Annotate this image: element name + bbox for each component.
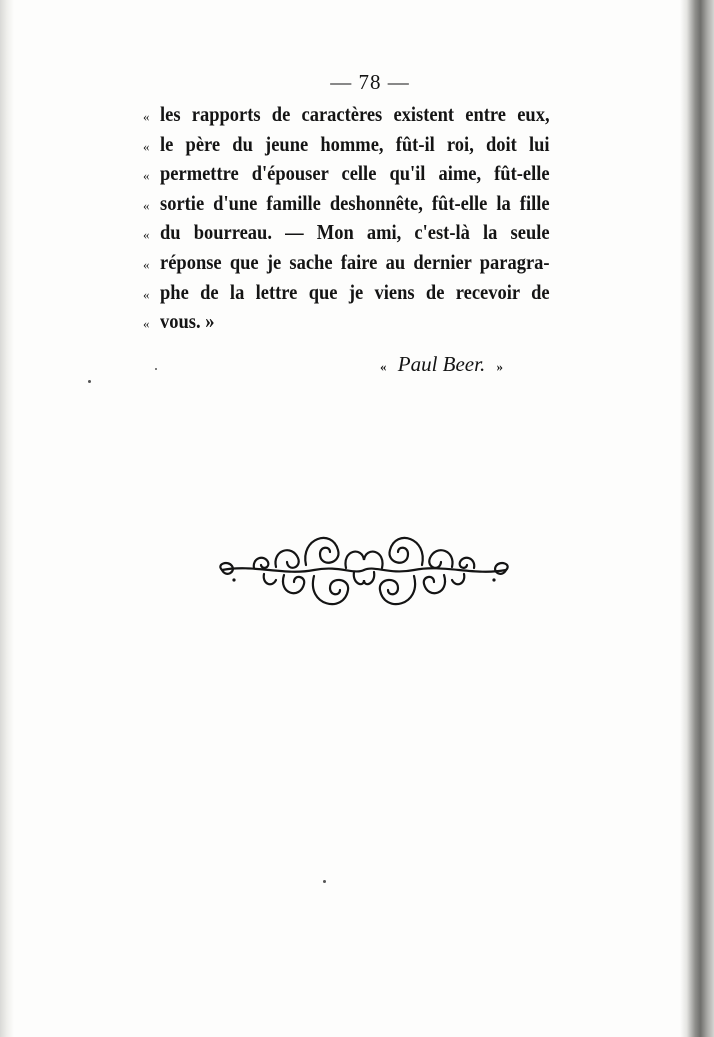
text-line <box>143 159 613 189</box>
line-text: les rapports de caractères existent entre eux, <box>160 102 550 126</box>
signature-close-quote: » <box>496 359 503 374</box>
line-quote-mark: « <box>143 168 150 184</box>
scroll-flourish-ornament-icon <box>214 520 514 620</box>
text-line <box>143 278 613 308</box>
text-line <box>143 189 613 219</box>
line-text: vous. » <box>160 309 215 334</box>
text-line <box>143 248 613 278</box>
line-quote-mark: « <box>143 286 150 302</box>
page-left-edge-shadow <box>0 0 14 1037</box>
signature-open-quote: « <box>380 359 387 374</box>
line-text: permettre d'épouser celle qu'il aime, fût-elle <box>160 161 550 186</box>
text-line <box>143 100 613 130</box>
line-text: réponse que je sache faire au dernier paragra- <box>160 249 550 274</box>
signature-name: Paul Beer. <box>397 352 486 376</box>
line-quote-mark: « <box>143 227 150 243</box>
line-quote-mark: « <box>143 256 150 272</box>
line-text: sortie d'une famille deshonnête, fût-elle la fille <box>160 190 550 215</box>
line-quote-mark: « <box>143 197 150 213</box>
paper-speck <box>323 880 326 883</box>
line-text: le père du jeune homme, fût-il roi, doit lui <box>160 131 550 156</box>
line-text: phe de la lettre que je viens de recevoir de <box>160 279 550 304</box>
quoted-letter-text <box>143 100 613 337</box>
page-binding-shadow <box>680 0 714 1037</box>
paper-speck <box>155 368 157 370</box>
line-quote-mark: « <box>143 138 150 154</box>
text-line <box>143 130 613 160</box>
text-line <box>143 218 613 248</box>
page-number: — 78 — <box>330 70 410 94</box>
paper-speck <box>88 380 91 383</box>
text-line <box>143 307 613 337</box>
line-quote-mark: « <box>143 316 150 332</box>
letter-signature <box>380 352 503 377</box>
line-text: du bourreau. — Mon ami, c'est-là la seule <box>160 220 550 245</box>
line-quote-mark: « <box>143 109 150 124</box>
